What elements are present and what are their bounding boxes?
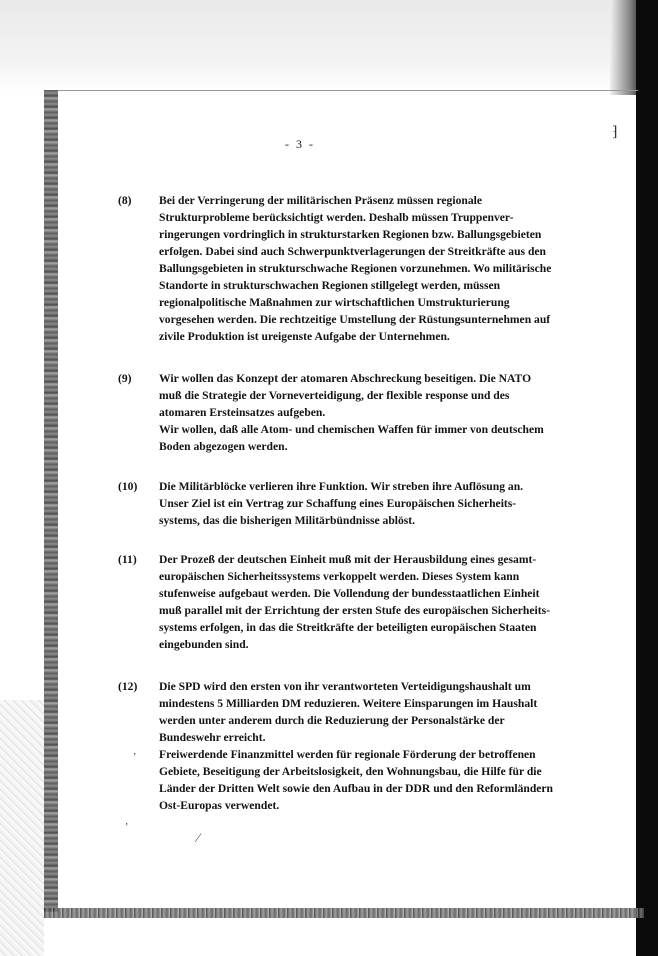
- scan-speckle-left: [0, 700, 44, 956]
- paragraph-text: [159, 478, 599, 529]
- text-line: werden unter anderem durch die Reduzierung der Personalstärke der: [159, 714, 505, 727]
- page-number: - 3 -: [285, 137, 315, 151]
- text-line: Strukturprobleme berücksichtigt werden. Deshalb müssen Truppenver-: [159, 211, 514, 224]
- scan-edge-bottom: [44, 908, 644, 918]
- text-line: Die Militärblöcke verlieren ihre Funktion. Wir streben ihre Auflösung an.: [159, 480, 524, 493]
- paragraph-number: (10): [118, 480, 138, 493]
- paragraph-number: (9): [118, 372, 132, 385]
- text-line: Bei der Verringerung der militärischen Präsenz müssen regionale: [159, 194, 482, 207]
- text-line: erfolgen. Dabei sind auch Schwerpunktverlagerungen der Streitkräfte aus den: [159, 245, 546, 258]
- text-line: europäischen Sicherheitssystems verkoppelt werden. Dieses System kann: [159, 570, 520, 583]
- text-line: Länder der Dritten Welt sowie den Aufbau in der DDR und den Reformländern: [159, 782, 554, 795]
- page-top-edge: [58, 90, 638, 91]
- text-line: ringerungen vordringlich in strukturstarken Regionen bzw. Ballungsgebieten: [159, 228, 542, 241]
- text-line: zivile Produktion ist ureigenste Aufgabe der Unternehmen.: [159, 330, 450, 343]
- text-line: muß die Strategie der Vorneverteidigung, der flexible response und des: [159, 389, 510, 402]
- text-line: systems, das die bisherigen Militärbündnisse ablöst.: [159, 514, 416, 527]
- text-line: atomaren Ersteinsatzes aufgeben.: [159, 406, 326, 419]
- text-line: stufenweise aufgebaut werden. Die Vollendung der bundesstaatlichen Einheit: [159, 587, 540, 600]
- paragraph-text: [159, 551, 599, 653]
- text-line: Der Prozeß der deutschen Einheit muß mit der Herausbildung eines gesamt-: [159, 553, 537, 566]
- text-line: regionalpolitische Maßnahmen zur wirtschaftlichen Umstrukturierung: [159, 296, 510, 309]
- stray-mark-bottom: ’: [125, 822, 129, 833]
- text-line: Gebiete, Beseitigung der Arbeitslosigkeit, den Wohnungsbau, die Hilfe für die: [159, 765, 542, 778]
- text-line: muß parallel mit der Errichtung der ersten Stufe des europäischen Sicherheits-: [159, 604, 550, 617]
- paragraph-number: (12): [118, 680, 138, 693]
- text-line: Freiwerdende Finanzmittel werden für regionale Förderung der betroffenen: [159, 748, 536, 761]
- text-line: Ballungsgebieten in strukturschwache Regionen vorzunehmen. Wo militärische: [159, 262, 552, 275]
- text-line: vorgesehen werden. Die rechtzeitige Umstellung der Rüstungsunternehmen auf: [159, 313, 551, 326]
- text-line: Ost-Europas verwendet.: [159, 799, 280, 812]
- text-line: Wir wollen das Konzept der atomaren Abschreckung beseitigen. Die NATO: [159, 372, 532, 385]
- text-line: mindestens 5 Milliarden DM reduzieren. Weitere Einsparungen im Haushalt: [159, 697, 538, 710]
- text-line: Wir wollen, daß alle Atom- und chemischen Waffen für immer von deutschem: [159, 423, 544, 436]
- text-line: Boden abgezogen werden.: [159, 440, 288, 453]
- stray-mark-slash: ⁄: [197, 830, 200, 845]
- text-line: Bundeswehr erreicht.: [159, 731, 266, 744]
- paragraph-text: [159, 192, 599, 345]
- paragraph-text: [159, 678, 599, 814]
- paragraph-text: [159, 370, 599, 455]
- text-line: Die SPD wird den ersten von ihr verantworteten Verteidigungshaushalt um: [159, 680, 531, 693]
- paragraph-number: (11): [118, 553, 137, 566]
- scan-edge-left: [44, 90, 58, 912]
- text-line: Unser Ziel ist ein Vertrag zur Schaffung eines Europäischen Sicherheits-: [159, 497, 517, 510]
- paragraph-number: (8): [118, 194, 132, 207]
- stray-mark-top-right: ⁆: [612, 125, 618, 140]
- stray-mark-left: ’: [133, 752, 137, 763]
- scan-background-top: [0, 0, 658, 92]
- scan-edge-right: [636, 0, 658, 956]
- text-line: Standorte in strukturschwachen Regionen stillgelegt werden, müssen: [159, 279, 501, 292]
- text-line: eingebunden sind.: [159, 638, 249, 651]
- text-line: systems erfolgen, in das die Streitkräfte der beteiligten europäischen Staaten: [159, 621, 537, 634]
